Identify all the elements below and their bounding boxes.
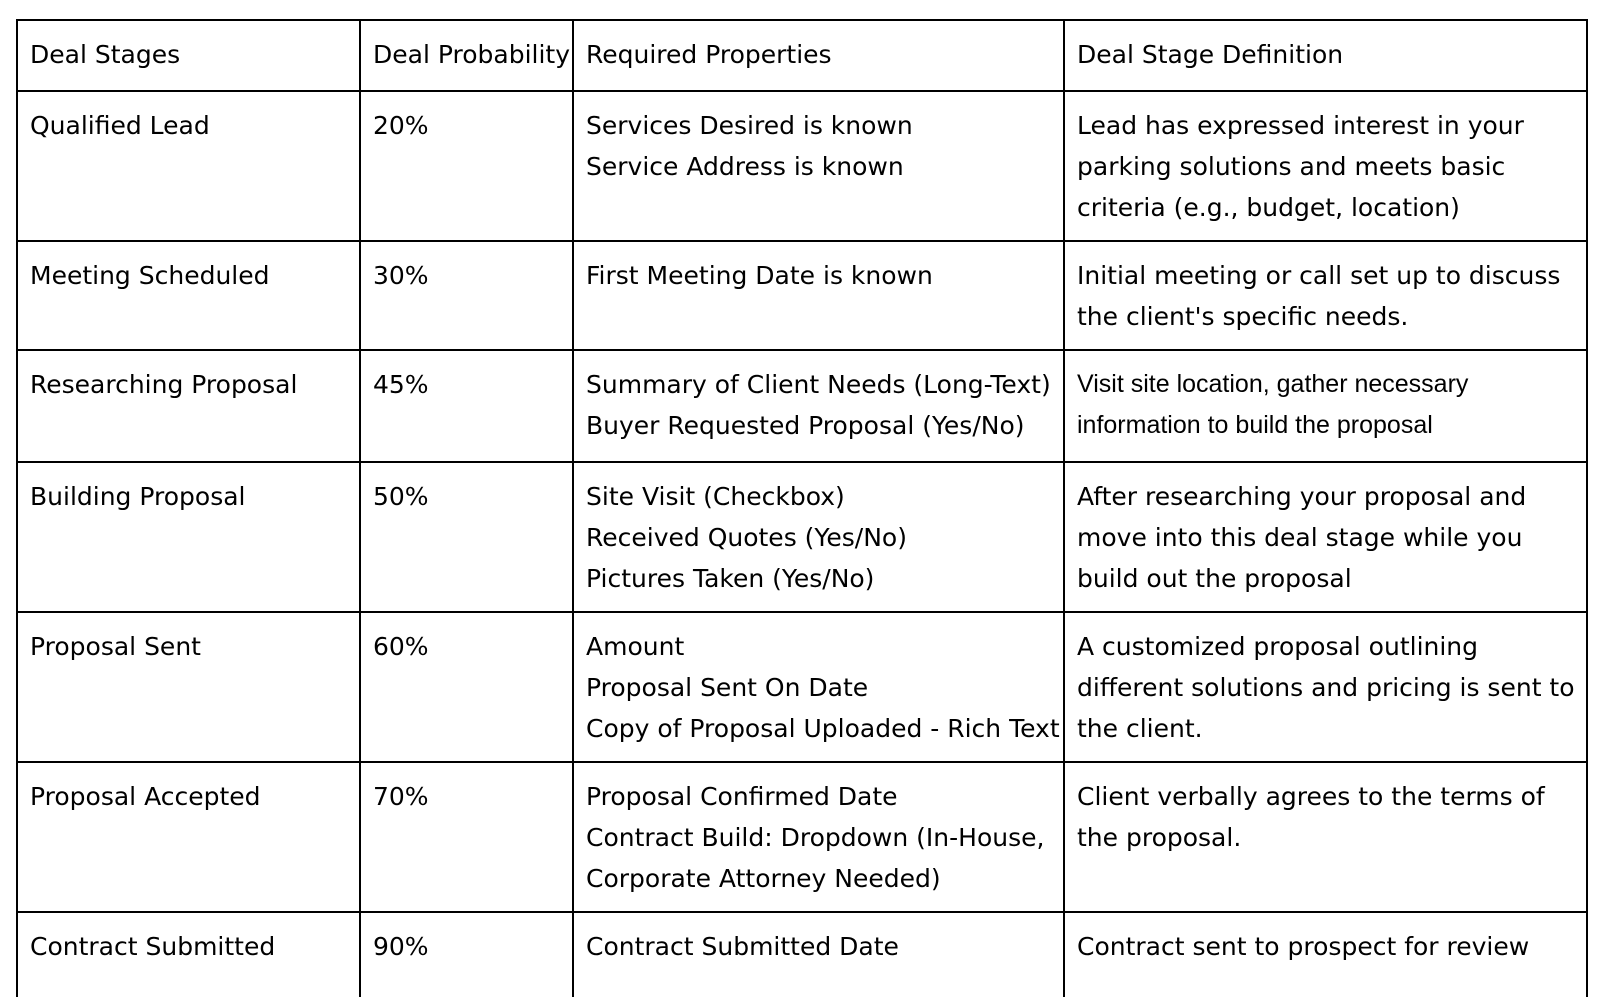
- table-row: [17, 612, 1587, 762]
- deal-probability-cell: 45%: [360, 350, 573, 462]
- deal-probability-cell: 30%: [360, 241, 573, 350]
- definition-line: different solutions and pricing is sent to: [1077, 673, 1575, 702]
- definition-line: A customized proposal outlining: [1077, 632, 1479, 661]
- required-properties-cell: [573, 91, 1064, 241]
- definition-line: parking solutions and meets basic: [1077, 152, 1506, 181]
- definition-line: Lead has expressed interest in your: [1077, 111, 1524, 140]
- required-properties-cell: [573, 241, 1064, 350]
- deal-stage-definition-cell: [1064, 350, 1587, 462]
- property-line: First Meeting Date is known: [586, 261, 933, 290]
- deal-stage-cell: Proposal Accepted: [17, 762, 360, 912]
- required-properties-cell: [573, 462, 1064, 612]
- property-line: Contract Submitted Date: [586, 932, 899, 961]
- table-row: [17, 350, 1587, 462]
- definition-line: Visit site location, gather necessary: [1077, 370, 1469, 398]
- property-line: Proposal Sent On Date: [586, 673, 869, 702]
- header-required-properties: Required Properties: [573, 20, 1064, 91]
- definition-line: Client verbally agrees to the terms of: [1077, 782, 1545, 811]
- table-row: [17, 91, 1587, 241]
- definition-line: the client's specific needs.: [1077, 302, 1409, 331]
- property-line: Amount: [586, 632, 685, 661]
- table-row: [17, 462, 1587, 612]
- deal-stage-definition-cell: [1064, 241, 1587, 350]
- property-line: Contract Build: Dropdown (In-House,: [586, 823, 1045, 852]
- deal-stages-table: [16, 19, 1588, 997]
- definition-line: the proposal.: [1077, 823, 1242, 852]
- deal-stage-definition-cell: [1064, 462, 1587, 612]
- required-properties-cell: [573, 762, 1064, 912]
- property-line: Services Desired is known: [586, 111, 913, 140]
- definition-line: build out the proposal: [1077, 564, 1352, 593]
- property-line: Service Address is known: [586, 152, 904, 181]
- deal-stage-cell: Building Proposal: [17, 462, 360, 612]
- property-line: Summary of Client Needs (Long-Text): [586, 370, 1051, 399]
- deal-probability-cell: 60%: [360, 612, 573, 762]
- table-row: [17, 762, 1587, 912]
- definition-line: the client.: [1077, 714, 1203, 743]
- deal-stage-cell: Contract Submitted: [17, 912, 360, 997]
- deal-stage-cell: Proposal Sent: [17, 612, 360, 762]
- required-properties-cell: [573, 912, 1064, 997]
- header-deal-stages: Deal Stages: [17, 20, 360, 91]
- property-line: Corporate Attorney Needed): [586, 864, 941, 893]
- definition-line: information to build the proposal: [1077, 411, 1433, 439]
- table-row: [17, 912, 1587, 997]
- deal-probability-cell: 50%: [360, 462, 573, 612]
- property-line: Proposal Confirmed Date: [586, 782, 898, 811]
- definition-line: move into this deal stage while you: [1077, 523, 1523, 552]
- deal-probability-cell: 90%: [360, 912, 573, 997]
- definition-line: Contract sent to prospect for review: [1077, 932, 1530, 961]
- definition-line: After researching your proposal and: [1077, 482, 1527, 511]
- deal-stage-definition-cell: [1064, 612, 1587, 762]
- deal-probability-cell: 20%: [360, 91, 573, 241]
- required-properties-cell: [573, 350, 1064, 462]
- deal-stage-cell: Researching Proposal: [17, 350, 360, 462]
- table-header-row: [17, 20, 1587, 91]
- property-line: Buyer Requested Proposal (Yes/No): [586, 411, 1025, 440]
- definition-line: Initial meeting or call set up to discuss: [1077, 261, 1561, 290]
- property-line: Copy of Proposal Uploaded - Rich Text: [586, 714, 1060, 743]
- deal-probability-cell: 70%: [360, 762, 573, 912]
- required-properties-cell: [573, 612, 1064, 762]
- deal-stage-cell: Meeting Scheduled: [17, 241, 360, 350]
- deal-stage-definition-cell: [1064, 91, 1587, 241]
- deal-stage-cell: Qualified Lead: [17, 91, 360, 241]
- table-row: [17, 241, 1587, 350]
- deal-stage-definition-cell: [1064, 762, 1587, 912]
- property-line: Pictures Taken (Yes/No): [586, 564, 875, 593]
- property-line: Received Quotes (Yes/No): [586, 523, 907, 552]
- definition-line: criteria (e.g., budget, location): [1077, 193, 1460, 222]
- deal-stage-definition-cell: [1064, 912, 1587, 997]
- property-line: Site Visit (Checkbox): [586, 482, 845, 511]
- header-deal-probability: Deal Probability: [360, 20, 573, 91]
- header-deal-stage-definition: Deal Stage Definition: [1064, 20, 1587, 91]
